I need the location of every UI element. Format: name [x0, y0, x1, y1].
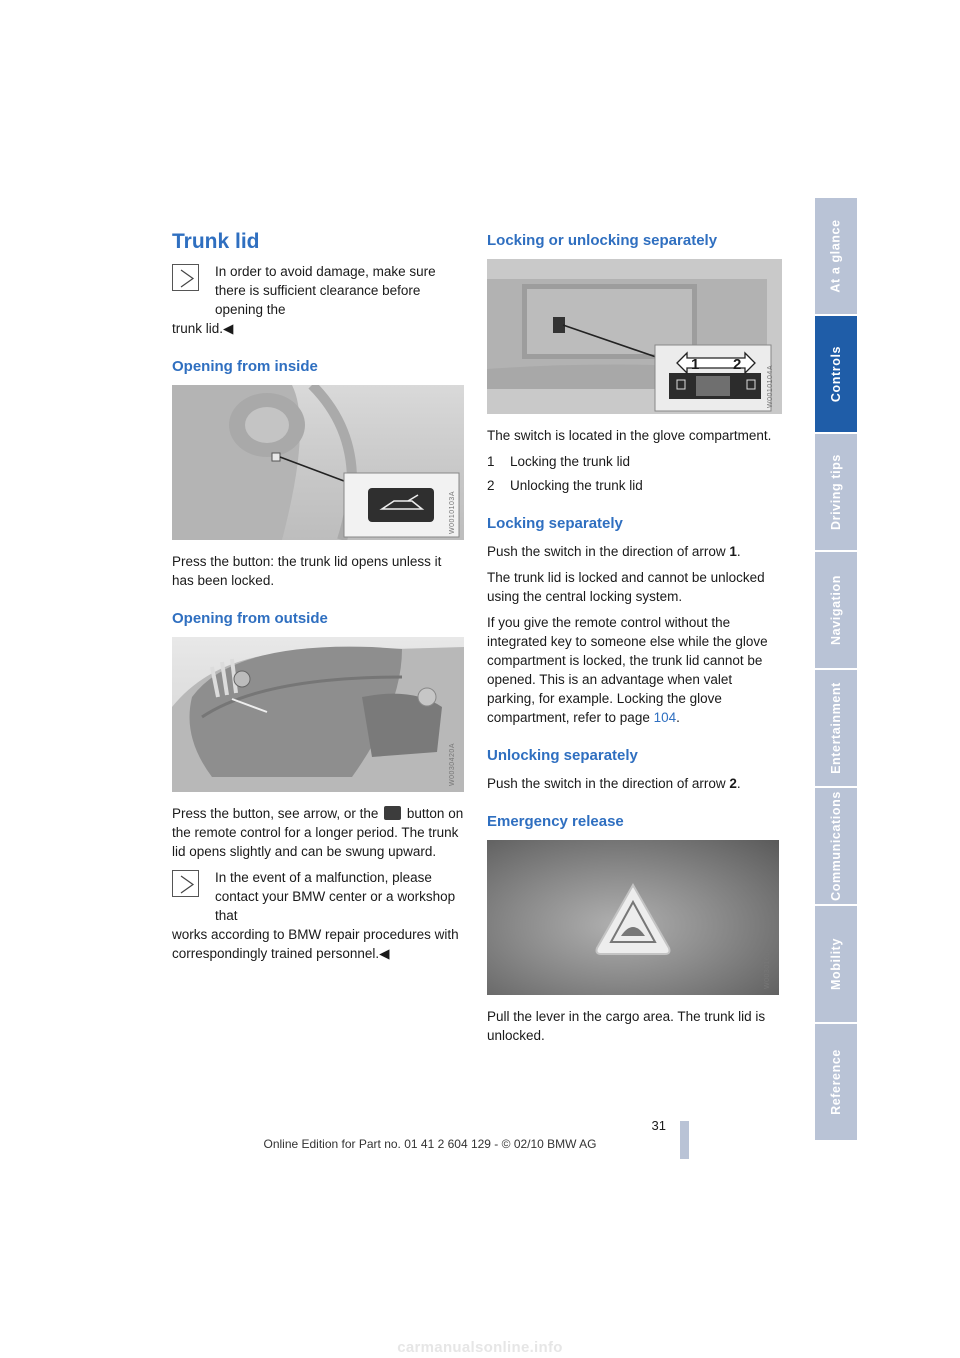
caution-arrow-icon [172, 264, 199, 291]
figure-inside-button [172, 385, 464, 540]
remote-trunk-button-icon [384, 806, 401, 820]
emergency-text: Pull the lever in the cargo area. The trunk lid is unlocked. [487, 1009, 766, 1043]
heading-opening-inside: Opening from inside [172, 358, 318, 375]
figure-code: W0030420A [449, 742, 456, 786]
heading-emergency-release: Emergency release [487, 813, 624, 830]
figure-code: W0030160A [764, 945, 771, 989]
locking-p3: If you give the remote control without the integrated key to someone else while the glove compartment is locked, the trunk lid cannot be opened. This is an advantage when valet parking, for example. Locking the glove compartment, refer to page 104. [487, 615, 768, 725]
unlocking-p1: Push the switch in the direction of arrow 2. [487, 776, 741, 791]
locking-p1: Push the switch in the direction of arrow 1. [487, 544, 741, 559]
outside-text: Press the button, see arrow, or the button on the remote control for a longer period. The trunk lid opens slightly and can be swung upward. [172, 806, 464, 859]
figure-emergency-release [487, 840, 779, 995]
figure-code: W0010104A [767, 364, 774, 408]
figure-label-1: 1 [691, 356, 700, 373]
tab-reference[interactable]: Reference [815, 1024, 857, 1142]
tab-communications[interactable]: Communications [815, 788, 857, 906]
locking-p2: The trunk lid is locked and cannot be unlocked using the central locking system. [487, 570, 765, 604]
figure-glove-switch [487, 259, 782, 414]
page-reference-link[interactable]: 104 [653, 710, 677, 725]
caution-note-tail: trunk lid.◀ [172, 321, 234, 336]
page-title: Trunk lid [172, 230, 260, 253]
caution-arrow-icon [172, 870, 199, 897]
left-column [172, 230, 464, 970]
switch-function-list [487, 452, 782, 495]
malfunction-note-tail: works according to BMW repair procedures with correspondingly trained personnel.◀ [172, 927, 459, 961]
page-number: 31 [651, 1118, 666, 1133]
heading-locking-separately: Locking separately [487, 515, 623, 532]
tab-entertainment[interactable]: Entertainment [815, 670, 857, 788]
malfunction-note-lead: In the event of a malfunction, please contact your BMW center or a workshop that [215, 870, 456, 923]
caution-note-lead: In order to avoid damage, make sure there is sufficient clearance before opening the [215, 264, 436, 317]
figure-code: W0010103A [449, 490, 456, 534]
footer-edition: Online Edition for Part no. 01 41 2 604 129 - © 02/10 BMW AG [263, 1137, 597, 1151]
heading-opening-outside: Opening from outside [172, 610, 328, 627]
tab-driving-tips[interactable]: Driving tips [815, 434, 857, 552]
list-item: 2 Unlocking the trunk lid [487, 478, 643, 493]
inside-text: Press the button: the trunk lid opens unless it has been locked. [172, 554, 442, 588]
watermark: carmanualsonline.info [397, 1339, 563, 1356]
figure-outside-trunk [172, 637, 464, 792]
chapter-tabs [815, 198, 857, 1142]
right-column [487, 230, 782, 1052]
tab-mobility[interactable]: Mobility [815, 906, 857, 1024]
tab-at-a-glance[interactable]: At a glance [815, 198, 857, 316]
caution-note [172, 262, 464, 338]
malfunction-note [172, 868, 464, 963]
figure-label-2: 2 [733, 356, 742, 373]
list-item: 1 Locking the trunk lid [487, 454, 631, 469]
tab-controls[interactable]: Controls [815, 316, 857, 434]
heading-unlocking-separately: Unlocking separately [487, 747, 638, 764]
switch-location-text: The switch is located in the glove compartment. [487, 428, 772, 443]
heading-locking-unlocking: Locking or unlocking separately [487, 232, 718, 249]
tab-navigation[interactable]: Navigation [815, 552, 857, 670]
